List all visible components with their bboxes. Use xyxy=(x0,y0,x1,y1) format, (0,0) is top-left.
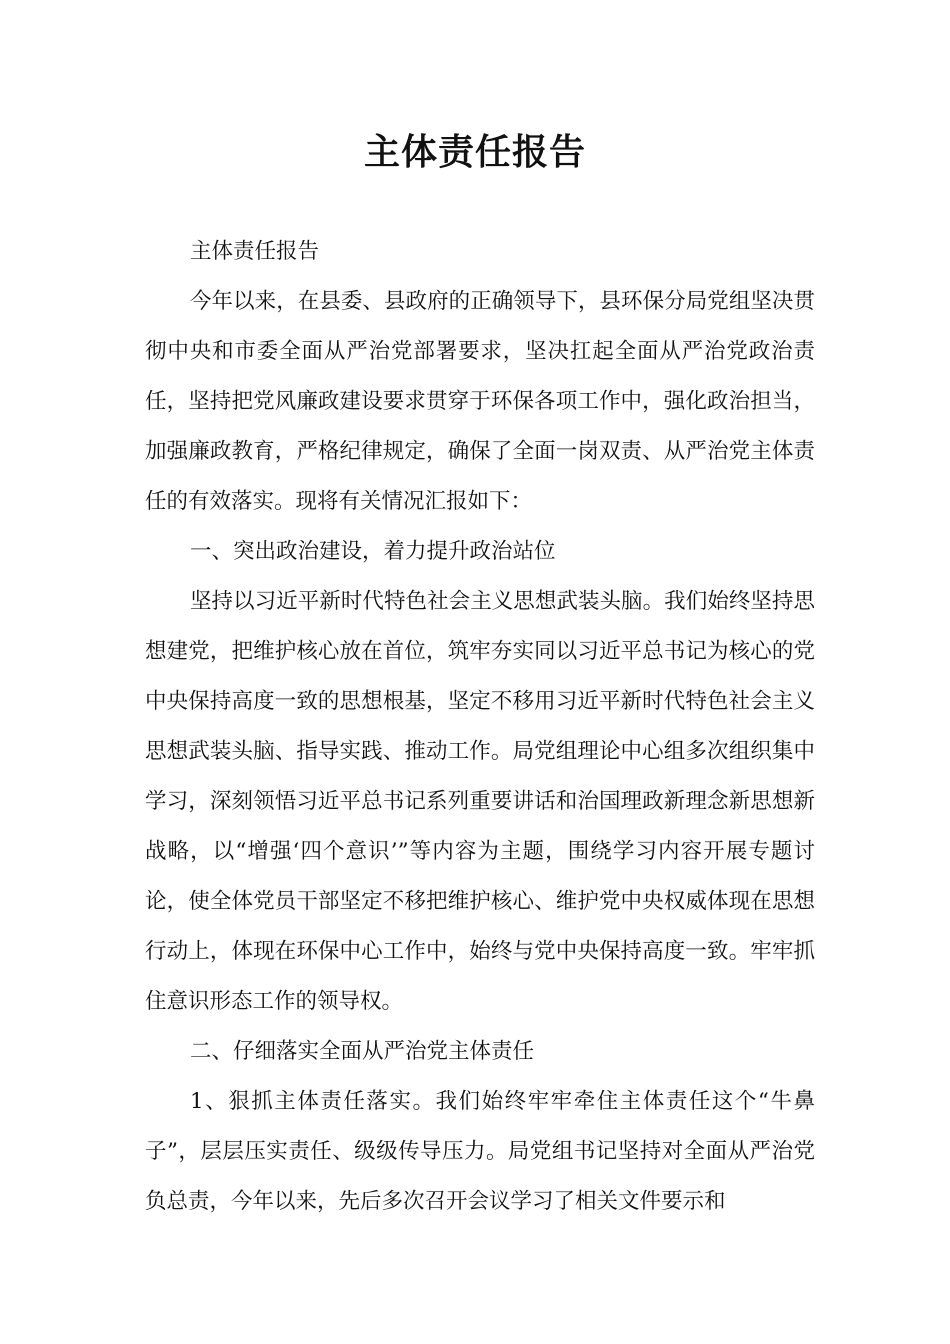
subtitle-paragraph: 主体责任报告 xyxy=(190,239,320,264)
section-heading-2: 二、仔细落实全面从严治党主体责任 xyxy=(190,1039,535,1064)
section-heading-1: 一、突出政治建设，着力提升政治站位 xyxy=(190,539,556,564)
intro-paragraph: 今年以来，在县委、县政府的正确领导下，县环保分局党组坚决贯彻中央和市委全面从严治党部署要求，坚决扛起全面从严治党政治责任，坚持把党风廉政建设要求贯穿于环保各项工作中，强化政治担当，加强廉政教育，严格纪律规定，确保了全面一岗双责、从严治党主体责任的有效落实。现将有关情况汇报如下： xyxy=(145,289,815,514)
section-2-paragraph: 1、狠抓主体责任落实。我们始终牢牢牵住主体责任这个“牛鼻子”，层层压实责任、级级传导压力。局党组书记坚持对全面从严治党负总责，今年以来，先后多次召开会议学习了相关文件要示和 xyxy=(145,1089,815,1214)
document-body xyxy=(145,227,815,1227)
document-title: 主体责任报告 xyxy=(363,131,586,173)
section-1-paragraph: 坚持以习近平新时代特色社会主义思想武装头脑。我们始终坚持思想建党，把维护核心放在首位，筑牢夯实同以习近平总书记为核心的党中央保持高度一致的思想根基，坚定不移用习近平新时代特色社会主义思想武装头脑、指导实践、推动工作。局党组理论中心组多次组织集中学习，深刻领悟习近平总书记系列重要讲话和治国理政新理念新思想新战略，以“增强‘四个意识’”等内容为主题，围绕学习内容开展专题讨论，使全体党员干部坚定不移把维护核心、维护党中央权威体现在思想行动上，体现在环保中心工作中，始终与党中央保持高度一致。牢牢抓住意识形态工作的领导权。 xyxy=(145,589,815,1014)
